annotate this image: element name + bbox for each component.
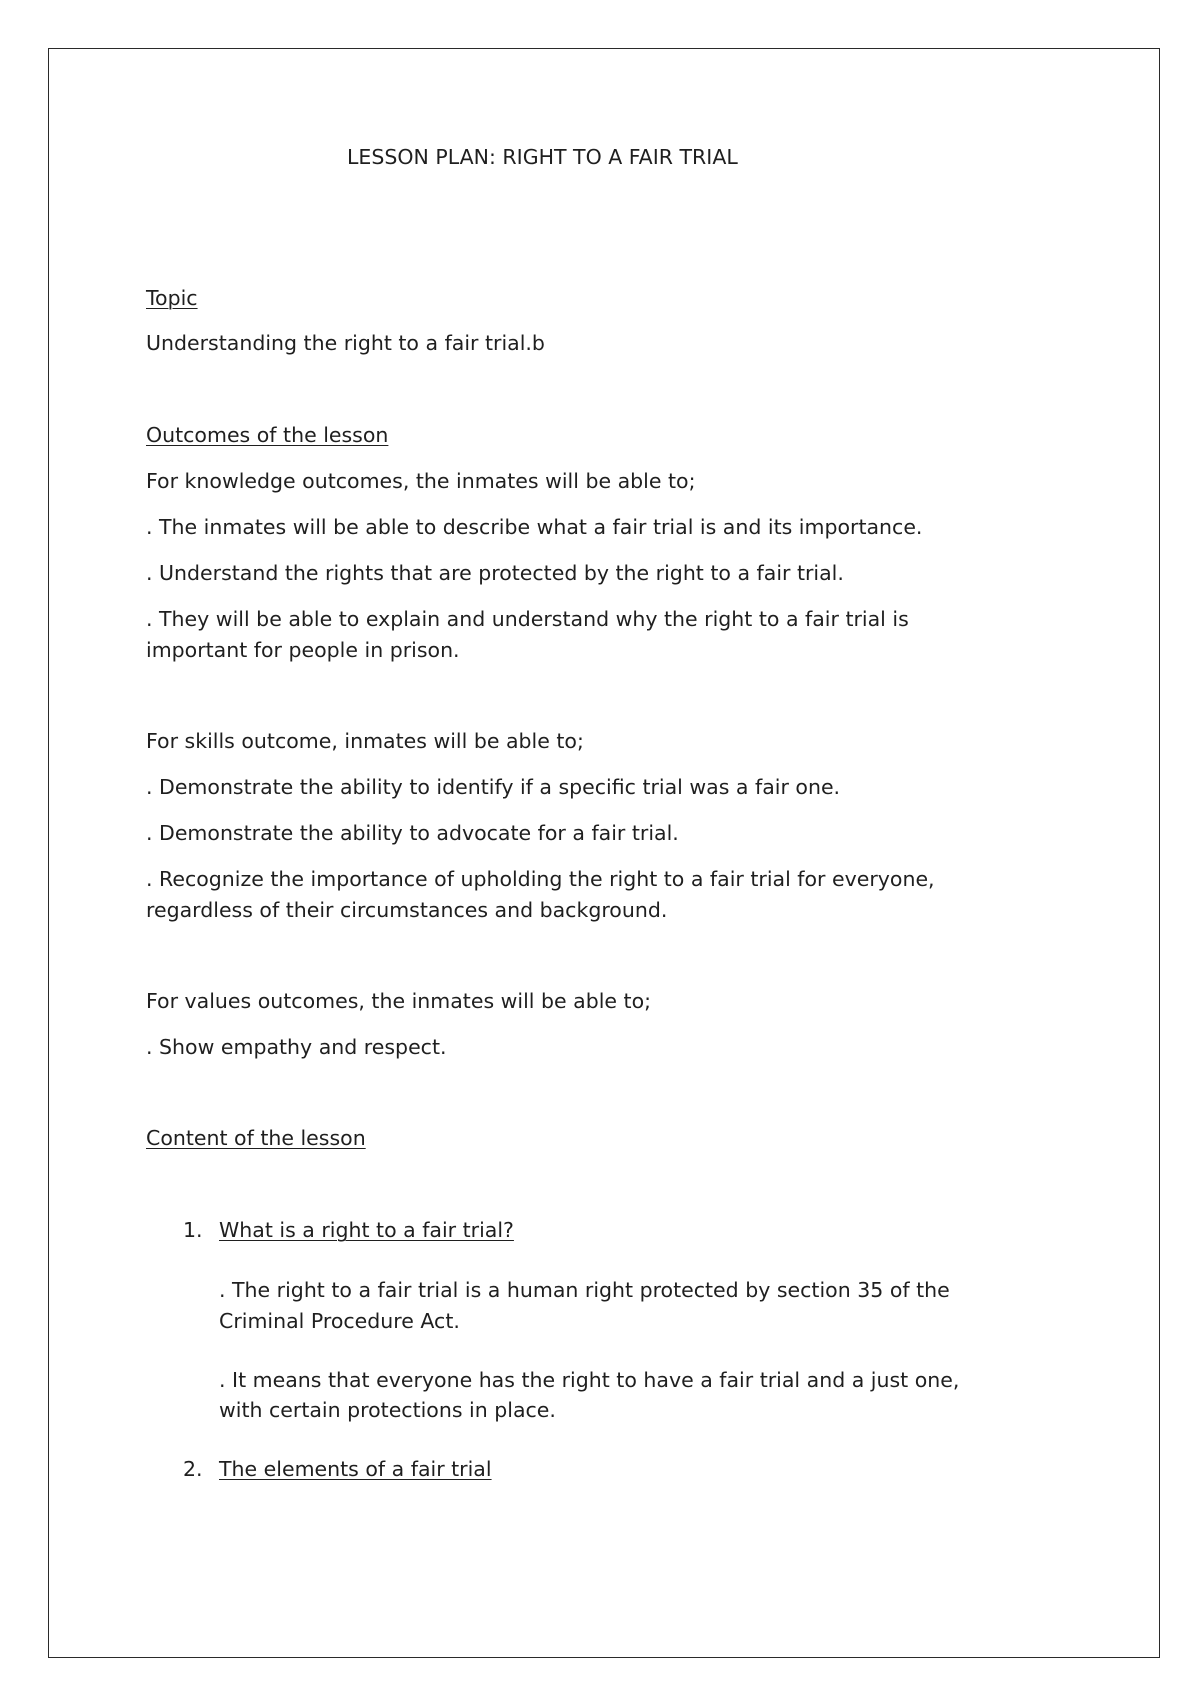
section-heading: The elements of a fair trial <box>219 1457 492 1481</box>
section-paragraph: . It means that everyone has the right to have a fair trial and a just one, <box>219 1368 960 1392</box>
knowledge-item: . Understand the rights that are protected by the right to a fair trial. <box>146 561 844 585</box>
knowledge-item: . The inmates will be able to describe what a fair trial is and its importance. <box>146 515 923 539</box>
topic-heading: Topic <box>146 286 198 310</box>
outcomes-heading: Outcomes of the lesson <box>146 423 389 447</box>
knowledge-item-continuation: important for people in prison. <box>146 638 460 662</box>
skills-item: . Demonstrate the ability to identify if a specific trial was a fair one. <box>146 775 841 799</box>
skills-item: . Recognize the importance of upholding the right to a fair trial for everyone, <box>146 867 935 891</box>
section-number: 1. <box>183 1218 203 1242</box>
section-heading: What is a right to a fair trial? <box>219 1218 514 1242</box>
section-number: 2. <box>183 1457 203 1481</box>
skills-item-continuation: regardless of their circumstances and background. <box>146 898 668 922</box>
values-item: . Show empathy and respect. <box>146 1035 447 1059</box>
values-intro: For values outcomes, the inmates will be able to; <box>146 989 652 1013</box>
content-heading: Content of the lesson <box>146 1126 366 1150</box>
section-paragraph: . The right to a fair trial is a human right protected by section 35 of the <box>219 1278 950 1302</box>
section-paragraph-continuation: with certain protections in place. <box>219 1398 556 1422</box>
document-title: LESSON PLAN: RIGHT TO A FAIR TRIAL <box>347 145 738 169</box>
topic-text: Understanding the right to a fair trial.b <box>146 331 545 355</box>
skills-item: . Demonstrate the ability to advocate for a fair trial. <box>146 821 679 845</box>
knowledge-intro: For knowledge outcomes, the inmates will be able to; <box>146 469 696 493</box>
knowledge-item: . They will be able to explain and understand why the right to a fair trial is <box>146 607 909 631</box>
section-paragraph-continuation: Criminal Procedure Act. <box>219 1309 460 1333</box>
skills-intro: For skills outcome, inmates will be able to; <box>146 729 584 753</box>
